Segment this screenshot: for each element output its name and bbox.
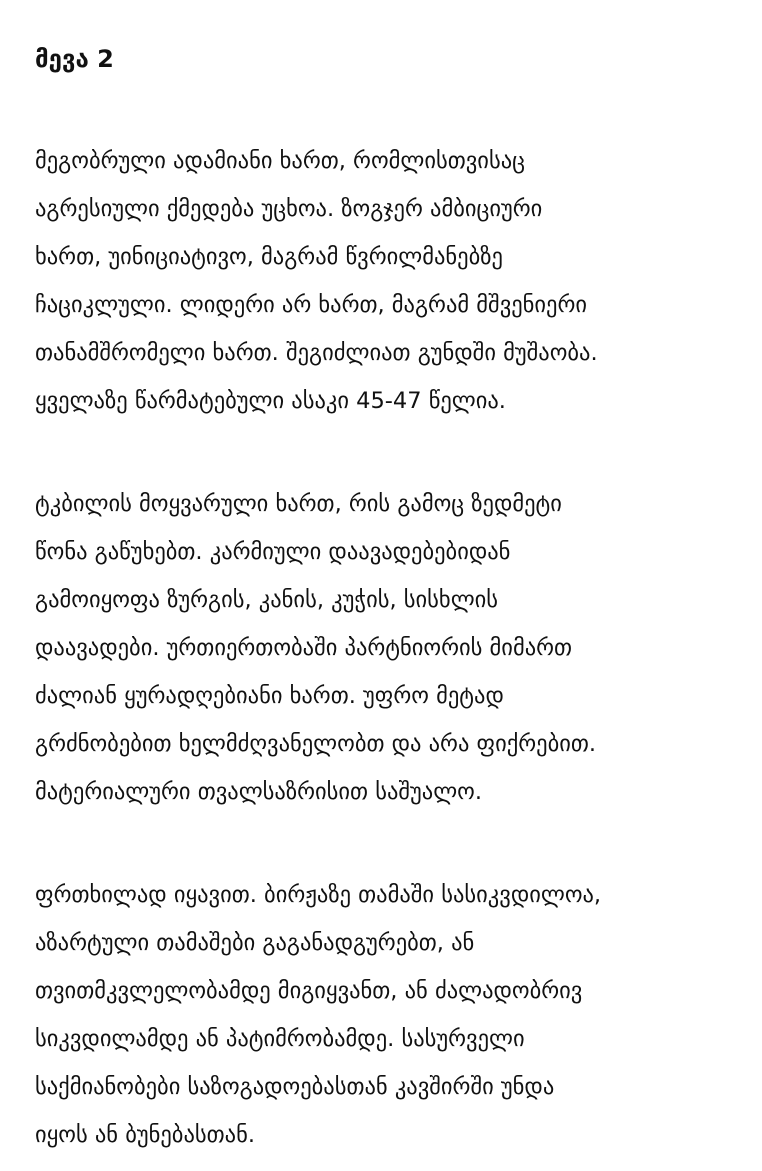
paragraph-warnings xyxy=(35,871,601,1159)
text-line: სიკვდილამდე ან პატიმრობამდე. სასურველი xyxy=(35,1026,525,1052)
text-line: ფრთხილად იყავით. ბირჟაზე თამაში სასიკვდილოა, xyxy=(35,882,602,908)
text-line: ხართ, უინიციატივო, მაგრამ წვრილმანებზე xyxy=(35,244,503,270)
text-line: გრძნობებით ხელმძღვანელობთ და არა ფიქრებით. xyxy=(35,731,597,757)
text-line: თანამშრომელი ხართ. შეგიძლიათ გუნდში მუშაობა. xyxy=(35,340,598,366)
text-line: ყველაზე წარმატებული ასაკი 45-47 წელია. xyxy=(35,388,506,414)
text-line: დაავადები. ურთიერთობაში პარტნიორის მიმართ xyxy=(35,635,573,661)
text-line: ძალიან ყურადღებიანი ხართ. უფრო მეტად xyxy=(35,683,504,709)
text-line: მეგობრული ადამიანი ხართ, რომლისთვისაც xyxy=(35,148,525,174)
page-title: მევა 2 xyxy=(35,45,114,73)
text-line: მატერიალური თვალსაზრისით საშუალო. xyxy=(35,779,483,805)
paragraph-health xyxy=(35,480,596,816)
text-line: საქმიანობები საზოგადოებასთან კავშირში უნდა xyxy=(35,1074,555,1100)
text-line: გამოიყოფა ზურგის, კანის, კუჭის, სისხლის xyxy=(35,587,499,613)
text-line: ტკბილის მოყვარული ხართ, რის გამოც ზედმეტი xyxy=(35,491,562,517)
text-line: ჩაციკლული. ლიდერი არ ხართ, მაგრამ მშვენიერი xyxy=(35,292,588,318)
text-line: წონა გაწუხებთ. კარმიული დაავადებებიდან xyxy=(35,539,511,565)
text-line: აზარტული თამაშები გაგანადგურებთ, ან xyxy=(35,930,475,956)
text-line: აგრესიული ქმედება უცხოა. ზოგჯერ ამბიციური xyxy=(35,196,543,222)
text-line: იყოს ან ბუნებასთან. xyxy=(35,1122,255,1148)
text-line: თვითმკვლელობამდე მიგიყვანთ, ან ძალადობრივ xyxy=(35,978,583,1004)
paragraph-personality xyxy=(35,137,598,425)
